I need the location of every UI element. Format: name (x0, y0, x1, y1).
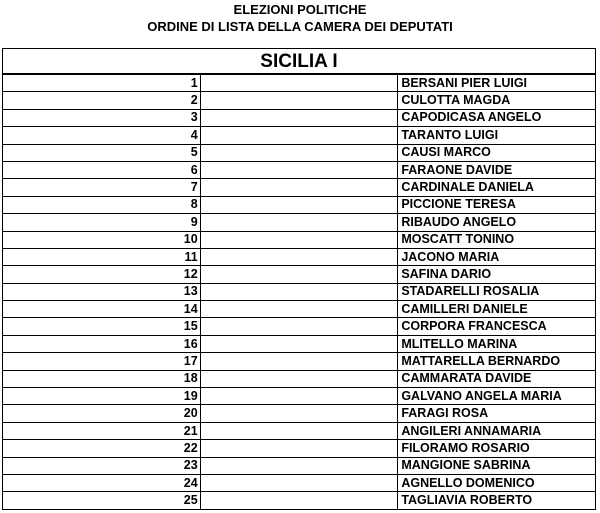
candidate-name: FILORAMO ROSARIO (398, 440, 596, 457)
candidate-name: MLITELLO MARINA (398, 335, 596, 352)
candidate-number: 14 (3, 301, 201, 318)
candidate-number: 8 (3, 196, 201, 213)
candidate-name: STADARELLI ROSALIA (398, 283, 596, 300)
table-row (3, 74, 596, 92)
table-row (3, 301, 596, 318)
table-row (3, 422, 596, 439)
candidate-name: RIBAUDO ANGELO (398, 214, 596, 231)
table-row (3, 214, 596, 231)
region-title: SICILIA I (3, 49, 596, 75)
candidate-name: GALVANO ANGELA MARIA (398, 388, 596, 405)
candidate-number: 21 (3, 422, 201, 439)
candidate-list-table (2, 48, 596, 510)
candidate-number: 20 (3, 405, 201, 422)
document-subtitle: ORDINE DI LISTA DELLA CAMERA DEI DEPUTATI (147, 19, 453, 34)
empty-cell (200, 353, 398, 370)
empty-cell (200, 318, 398, 335)
candidate-name: JACONO MARIA (398, 248, 596, 265)
empty-cell (200, 231, 398, 248)
candidate-name: PICCIONE TERESA (398, 196, 596, 213)
candidate-name: TAGLIAVIA ROBERTO (398, 492, 596, 509)
candidate-number: 23 (3, 457, 201, 474)
candidate-number: 17 (3, 353, 201, 370)
candidate-number: 25 (3, 492, 201, 509)
candidate-name: CULOTTA MAGDA (398, 92, 596, 109)
candidate-number: 5 (3, 144, 201, 161)
empty-cell (200, 440, 398, 457)
table-row (3, 248, 596, 265)
table-row (3, 231, 596, 248)
table-row (3, 370, 596, 387)
candidate-name: AGNELLO DOMENICO (398, 474, 596, 491)
table-row (3, 144, 596, 161)
candidate-name: ANGILERI ANNAMARIA (398, 422, 596, 439)
candidate-number: 22 (3, 440, 201, 457)
empty-cell (200, 370, 398, 387)
table-row (3, 283, 596, 300)
empty-cell (200, 492, 398, 509)
empty-cell (200, 214, 398, 231)
table-row (3, 353, 596, 370)
candidate-name: FARAGI ROSA (398, 405, 596, 422)
candidate-number: 7 (3, 179, 201, 196)
candidate-name: MANGIONE SABRINA (398, 457, 596, 474)
candidate-name: FARAONE DAVIDE (398, 161, 596, 178)
table-row (3, 161, 596, 178)
candidate-number: 19 (3, 388, 201, 405)
table-row (3, 179, 596, 196)
candidate-number: 10 (3, 231, 201, 248)
empty-cell (200, 196, 398, 213)
empty-cell (200, 109, 398, 126)
candidate-name: CAPODICASA ANGELO (398, 109, 596, 126)
table-row (3, 440, 596, 457)
empty-cell (200, 335, 398, 352)
empty-cell (200, 179, 398, 196)
table-row (3, 405, 596, 422)
candidate-name: CAUSI MARCO (398, 144, 596, 161)
candidate-name: BERSANI PIER LUIGI (398, 74, 596, 92)
candidate-name: MATTARELLA BERNARDO (398, 353, 596, 370)
candidate-number: 9 (3, 214, 201, 231)
table-row (3, 127, 596, 144)
table-row (3, 388, 596, 405)
candidate-number: 24 (3, 474, 201, 491)
candidate-number: 11 (3, 248, 201, 265)
empty-cell (200, 422, 398, 439)
candidate-number: 6 (3, 161, 201, 178)
table-row (3, 492, 596, 509)
region-header-row (3, 49, 596, 75)
empty-cell (200, 144, 398, 161)
table-row (3, 196, 596, 213)
empty-cell (200, 127, 398, 144)
empty-cell (200, 457, 398, 474)
table-row (3, 109, 596, 126)
candidate-name: CARDINALE DANIELA (398, 179, 596, 196)
empty-cell (200, 301, 398, 318)
empty-cell (200, 266, 398, 283)
table-row (3, 457, 596, 474)
candidate-number: 1 (3, 74, 201, 92)
empty-cell (200, 388, 398, 405)
table-row (3, 266, 596, 283)
candidate-number: 12 (3, 266, 201, 283)
candidate-number: 2 (3, 92, 201, 109)
empty-cell (200, 92, 398, 109)
candidate-number: 18 (3, 370, 201, 387)
candidate-number: 13 (3, 283, 201, 300)
table-row (3, 92, 596, 109)
candidate-number: 3 (3, 109, 201, 126)
candidate-number: 15 (3, 318, 201, 335)
table-row (3, 318, 596, 335)
candidate-name: TARANTO LUIGI (398, 127, 596, 144)
empty-cell (200, 161, 398, 178)
candidate-name: CAMILLERI DANIELE (398, 301, 596, 318)
empty-cell (200, 74, 398, 92)
candidate-name: SAFINA DARIO (398, 266, 596, 283)
empty-cell (200, 405, 398, 422)
candidate-rows (3, 74, 596, 509)
empty-cell (200, 474, 398, 491)
document-title: ELEZIONI POLITICHE (233, 2, 367, 17)
table-row (3, 474, 596, 491)
candidate-name: CAMMARATA DAVIDE (398, 370, 596, 387)
candidate-number: 4 (3, 127, 201, 144)
empty-cell (200, 248, 398, 265)
table-row (3, 335, 596, 352)
candidate-name: MOSCATT TONINO (398, 231, 596, 248)
candidate-number: 16 (3, 335, 201, 352)
candidate-name: CORPORA FRANCESCA (398, 318, 596, 335)
empty-cell (200, 283, 398, 300)
